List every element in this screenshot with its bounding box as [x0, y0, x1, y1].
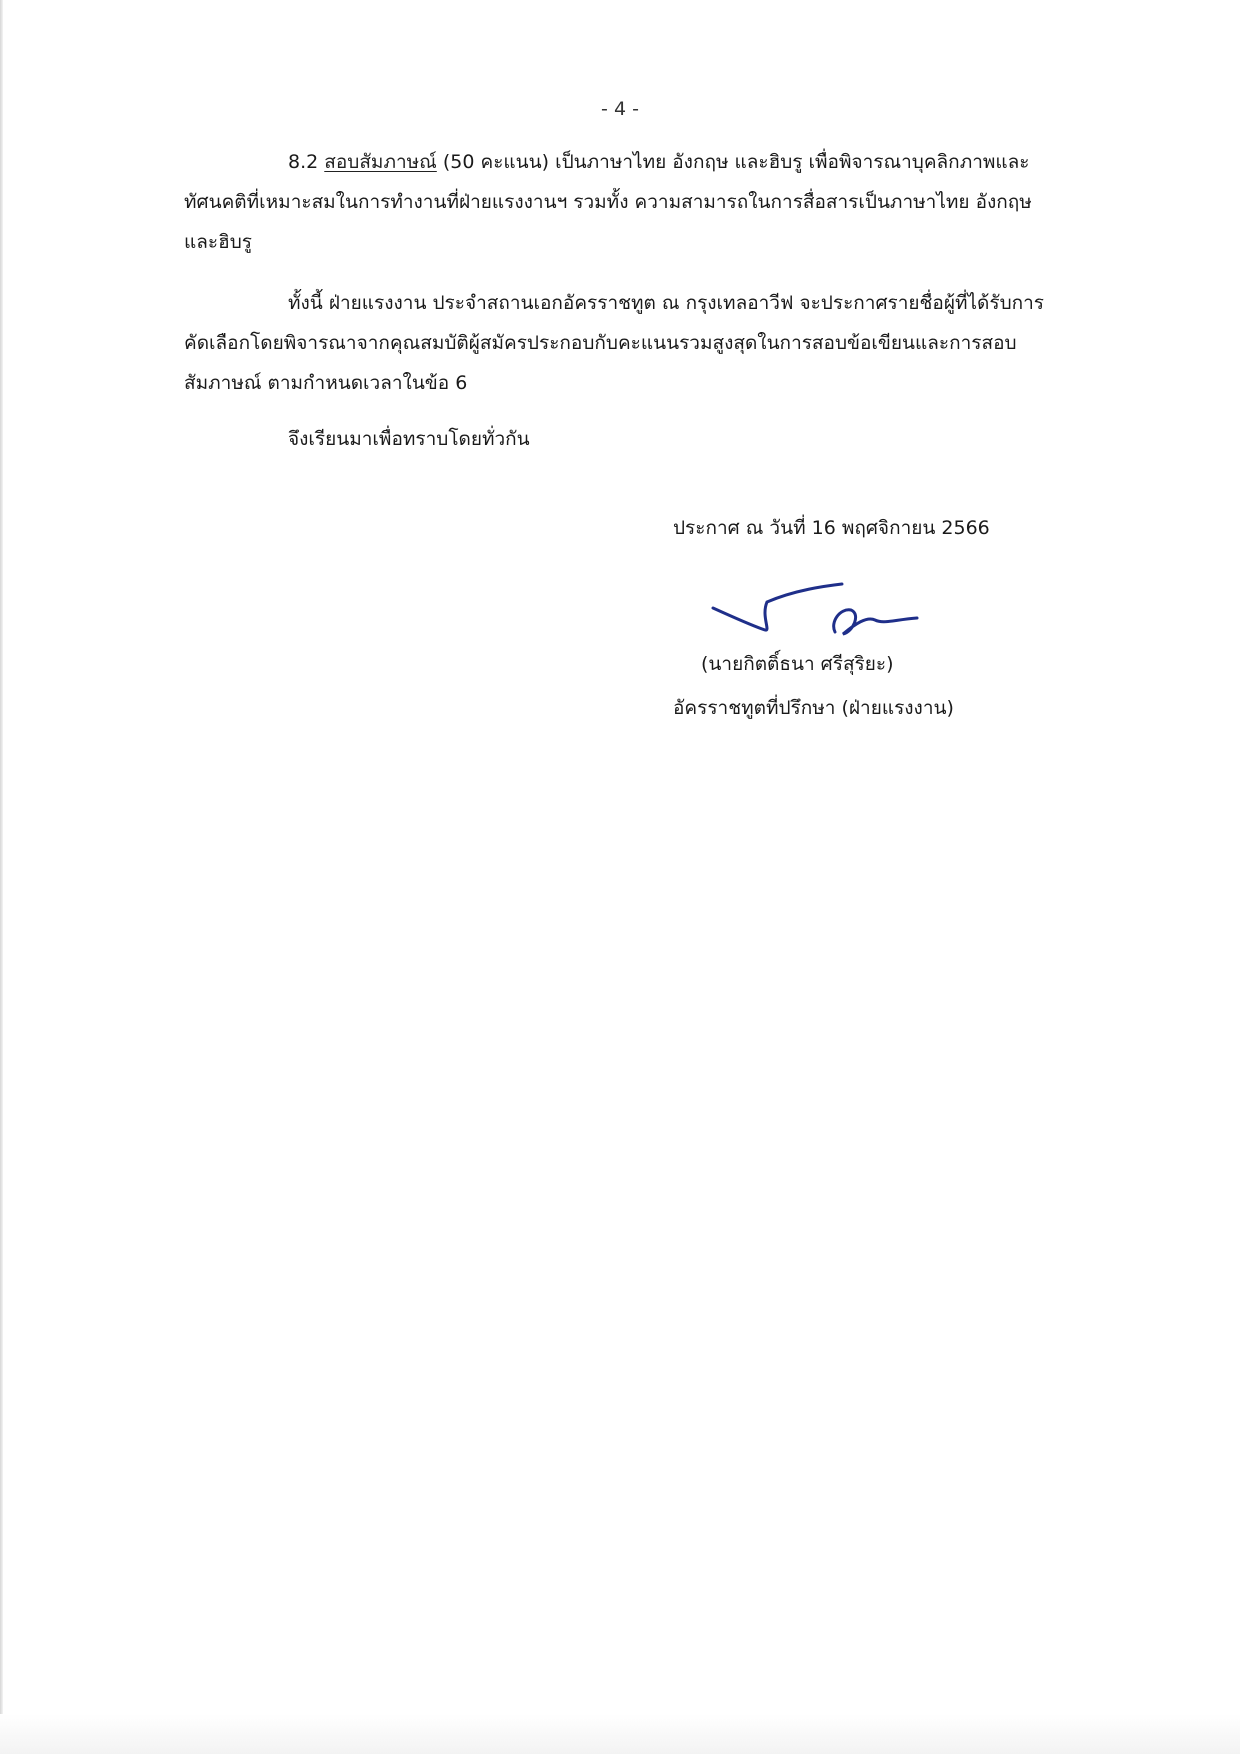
section-line2-text: ทัศนคติที่เหมาะสมในการทำงานที่ฝ่ายแรงงานฯ รวมทั้ง ความสามารถในการสื่อสารเป็นภาษาไทย อังกฤษ	[184, 191, 1032, 213]
section-line3-text: และฮิบรู	[184, 231, 252, 253]
scan-edge	[0, 1714, 1240, 1754]
section-term: สอบสัมภาษณ์	[324, 151, 437, 173]
page-number: - 4 -	[601, 98, 639, 120]
announcement-paragraph	[184, 283, 1068, 403]
signature-image	[705, 580, 925, 660]
announcement-line1: ทั้งนี้ ฝ่ายแรงงาน ประจำสถานเอกอัครราชทูต ณ กรุงเทลอาวีฟ จะประกาศรายชื่อผู้ที่ได้รับการ	[288, 292, 1045, 314]
section-8-2-paragraph	[184, 142, 1068, 262]
announcement-line3: สัมภาษณ์ ตามกำหนดเวลาในข้อ 6	[184, 372, 468, 394]
scan-edge	[0, 0, 3, 1754]
signatory-name: (นายกิตติ์ธนา ศรีสุริยะ)	[701, 653, 894, 675]
date-line: ประกาศ ณ วันที่ 16 พฤศจิกายน 2566	[673, 517, 990, 539]
closing-text: จึงเรียนมาเพื่อทราบโดยทั่วกัน	[288, 428, 530, 450]
signatory-position: อัครราชทูตที่ปรึกษา (ฝ่ายแรงงาน)	[673, 697, 954, 719]
announcement-line2: คัดเลือกโดยพิจารณาจากคุณสมบัติผู้สมัครประกอบกับคะแนนรวมสูงสุดในการสอบข้อเขียนและการสอบ	[184, 332, 1017, 354]
section-number: 8.2	[288, 151, 319, 173]
section-line1-text: (50 คะแนน) เป็นภาษาไทย อังกฤษ และฮิบรู เพื่อพิจารณาบุคลิกภาพและ	[442, 151, 1030, 173]
closing-paragraph	[184, 419, 1068, 459]
